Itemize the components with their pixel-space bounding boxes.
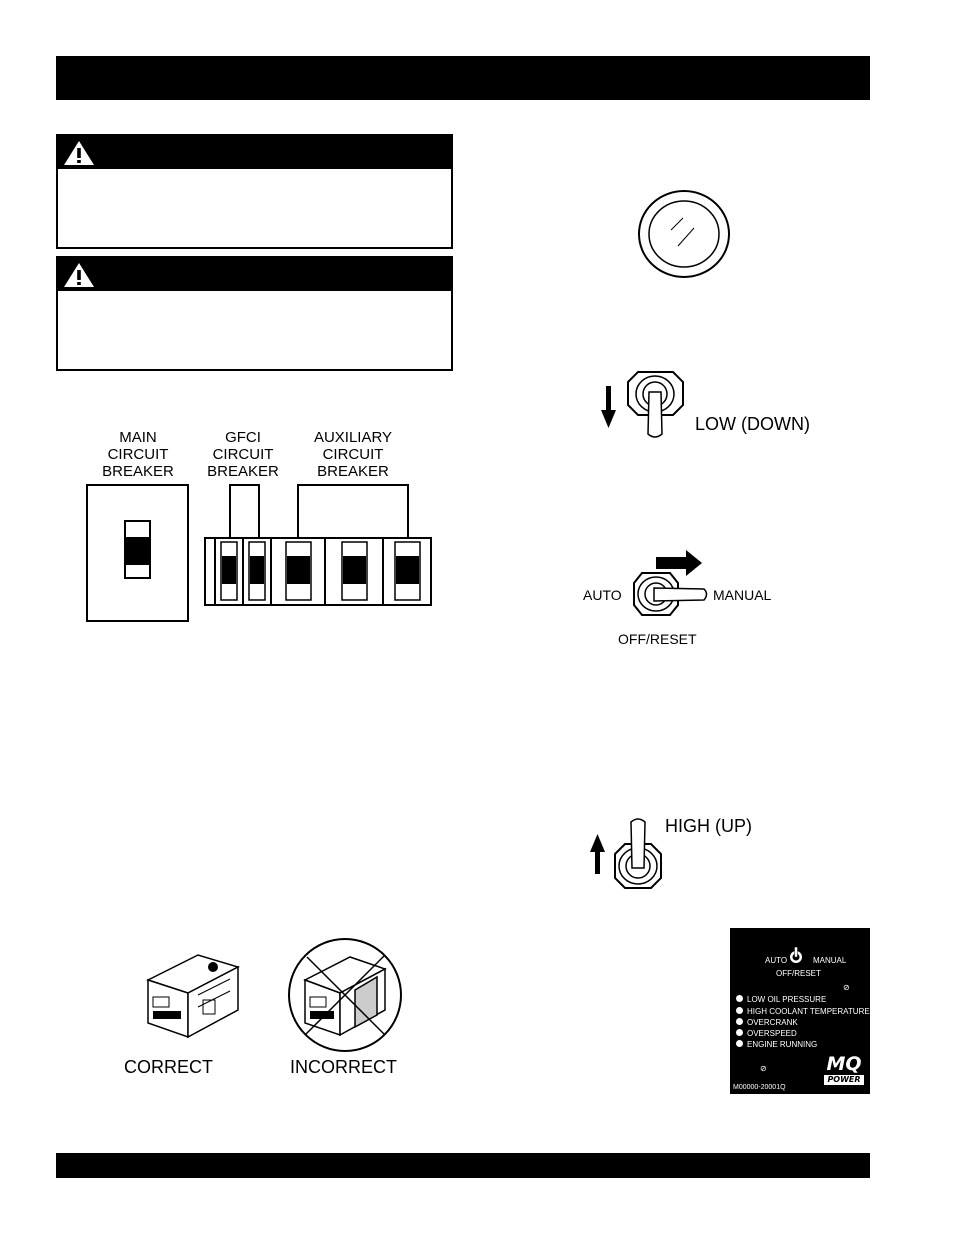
mode-selector-switch-icon [626, 545, 712, 625]
panel-selector-icon [788, 946, 804, 964]
indicator-label: ENGINE RUNNING [747, 1040, 818, 1049]
auto-label: AUTO [583, 587, 622, 603]
engine-control-panel [730, 928, 870, 1094]
toggle-switch-low-icon [598, 370, 690, 440]
main-breaker-label: MAIN CIRCUIT BREAKER [102, 429, 174, 480]
auxiliary-breaker-label: AUXILIARY CIRCUIT BREAKER [313, 429, 393, 480]
generator-incorrect-illustration [285, 935, 410, 1060]
indicator-light [736, 1018, 743, 1025]
panel-screw-icon: ⊘ [843, 983, 850, 992]
high-up-label: HIGH (UP) [665, 816, 752, 836]
indicator-light [736, 995, 743, 1002]
panel-auto-label: AUTO [765, 956, 788, 965]
gfci-breaker-label: GFCI CIRCUIT BREAKER [207, 429, 279, 480]
mq-logo-text: MQ [826, 1053, 862, 1075]
incorrect-label: INCORRECT [290, 1057, 397, 1077]
header-bar [56, 56, 870, 100]
footer-bar [56, 1153, 870, 1178]
indicator-label: OVERSPEED [747, 1029, 797, 1038]
correct-label: CORRECT [124, 1057, 213, 1077]
mq-power-logo [822, 1055, 866, 1087]
off-reset-label: OFF/RESET [618, 631, 697, 647]
indicator-light [736, 1029, 743, 1036]
panel-manual-label: MANUAL [813, 956, 847, 965]
indicator-label: HIGH COOLANT TEMPERATURE [747, 1007, 870, 1016]
warning-triangle-icon [62, 261, 96, 289]
indicator-label: LOW OIL PRESSURE [747, 995, 827, 1004]
toggle-switch-high-icon [585, 812, 665, 892]
panel-off-reset-label: OFF/RESET [776, 969, 821, 978]
warning-box-2 [56, 256, 453, 371]
indicator-lamp-icon [636, 190, 734, 280]
panel-screw-icon: ⊘ [760, 1064, 767, 1073]
warning-header [58, 136, 451, 169]
warning-triangle-icon [62, 139, 96, 167]
panel-part-number: M00000-20001Q [733, 1084, 786, 1091]
generator-correct-illustration [138, 945, 248, 1045]
low-down-label: LOW (DOWN) [695, 414, 810, 434]
warning-box-1 [56, 134, 453, 249]
indicator-light [736, 1040, 743, 1047]
manual-label: MANUAL [713, 587, 772, 603]
warning-header [58, 258, 451, 291]
power-logo-text: POWER [824, 1075, 864, 1085]
circuit-breaker-diagram [80, 480, 440, 630]
indicator-light [736, 1007, 743, 1014]
indicator-label: OVERCRANK [747, 1018, 798, 1027]
